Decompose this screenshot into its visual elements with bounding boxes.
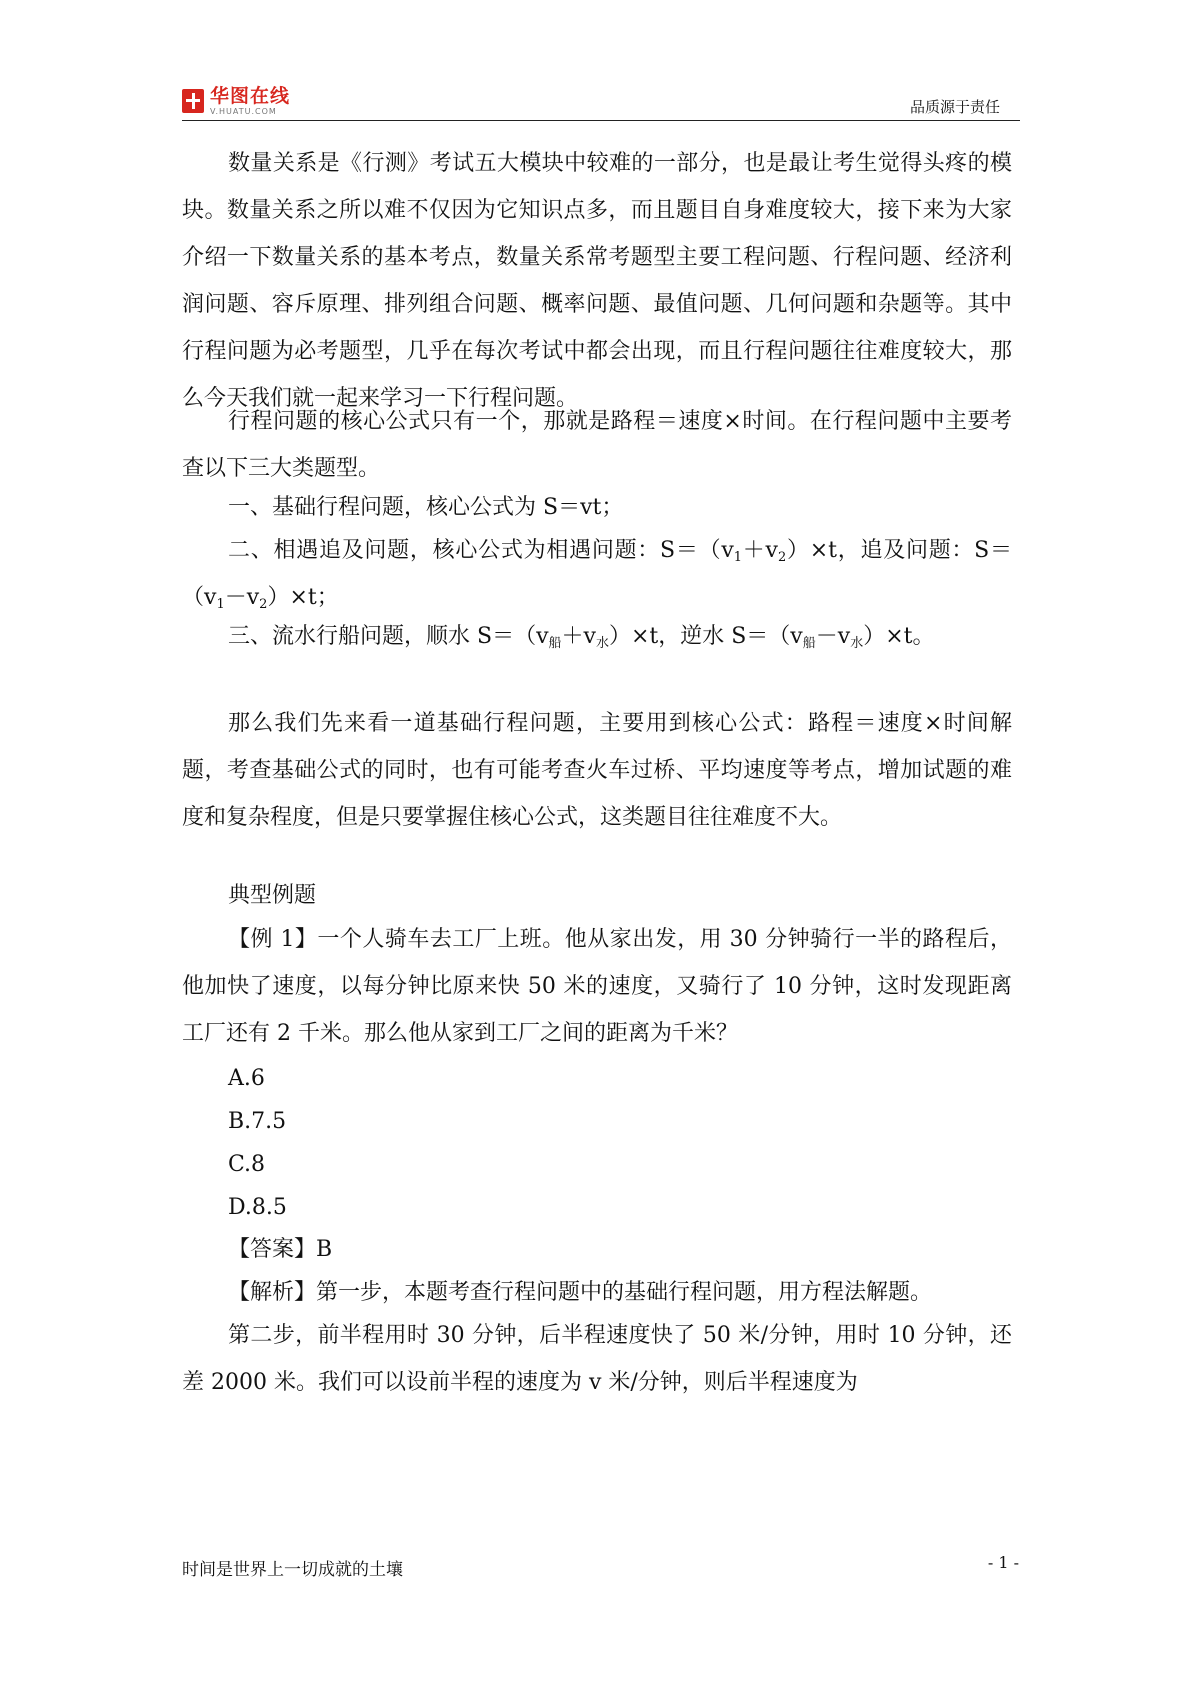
analysis-step2: 第二步，前半程用时 30 分钟，后半程速度快了 50 米/分钟，用时 10 分钟，还差 2000 米。我们可以设前半程的速度为 v 米/分钟，则后半程速度为 [182, 1323, 1012, 1395]
analysis-step1: 【解析】第一步，本题考查行程问题中的基础行程问题，用方程法解题。 [228, 1280, 933, 1305]
core-formula-paragraph: 行程问题的核心公式只有一个，那就是路程＝速度×时间。在行程问题中主要考查以下三大类题型。 [182, 409, 1012, 481]
intro-paragraph: 数量关系是《行测》考试五大模块中较难的一部分，也是最让考生觉得头疼的模块。数量关系之所以难不仅因为它知识点多，而且题目自身难度较大，接下来为大家介绍一下数量关系的基本考点，数量关系常考题型主要工程问题、行程问题、经济利润问题、容斥原理、排列组合问题、概率问题、最值问题、几何问题和杂题等。其中行程问题为必考题型，几乎在每次考试中都会出现，而且行程问题往往难度较大，那么今天我们就一起来学习一下行程问题。 [182, 151, 1012, 411]
answer-line: 【答案】B [228, 1237, 333, 1262]
option-c: C.8 [228, 1152, 266, 1177]
footer-motto: 时间是世界上一切成就的土壤 [182, 1560, 403, 1580]
huatu-logo-icon [182, 89, 204, 113]
logo-name: 华图在线 [210, 84, 291, 107]
option-b: B.7.5 [228, 1109, 287, 1134]
example-heading: 典型例题 [228, 883, 317, 908]
huatu-logo [182, 86, 290, 116]
type1-line: 一、基础行程问题，核心公式为 S＝vt； [228, 495, 624, 520]
type2-paragraph: 二、相遇追及问题，核心公式为相遇问题：$S=(v_1+v_2)\times t$，追及问题：$S=(v_1-v_2)\times t$； [182, 538, 1012, 612]
page-number: - 1 - [987, 1553, 1019, 1572]
lead-paragraph: 那么我们先来看一道基础行程问题，主要用到核心公式：路程＝速度×时间解题，考查基础公式的同时，也有可能考查火车过桥、平均速度等考点，增加试题的难度和复杂程度，但是只要掌握住核心公式，这类题目往往难度不大。 [182, 711, 1012, 830]
header-slogan: 品质源于责任 [909, 98, 1000, 116]
page-header [182, 82, 1020, 121]
option-d: D.8.5 [228, 1195, 287, 1220]
type3-paragraph: 三、流水行船问题，顺水 $S=(v_船+v_水)\times t$，逆水 $S=(v_船-v_水)\times t$。 [228, 624, 935, 651]
option-a: A.6 [228, 1066, 265, 1091]
logo-url: V.HUATU.COM [210, 106, 277, 116]
question-paragraph: 【例 1】一个人骑车去工厂上班。他从家出发，用 30 分钟骑行一半的路程后，他加快了速度，以每分钟比原来快 50 米的速度，又骑行了 10 分钟，这时发现距离工厂还有 2 千米。那么他从家到工厂之间的距离为千米？ [182, 927, 1012, 1046]
